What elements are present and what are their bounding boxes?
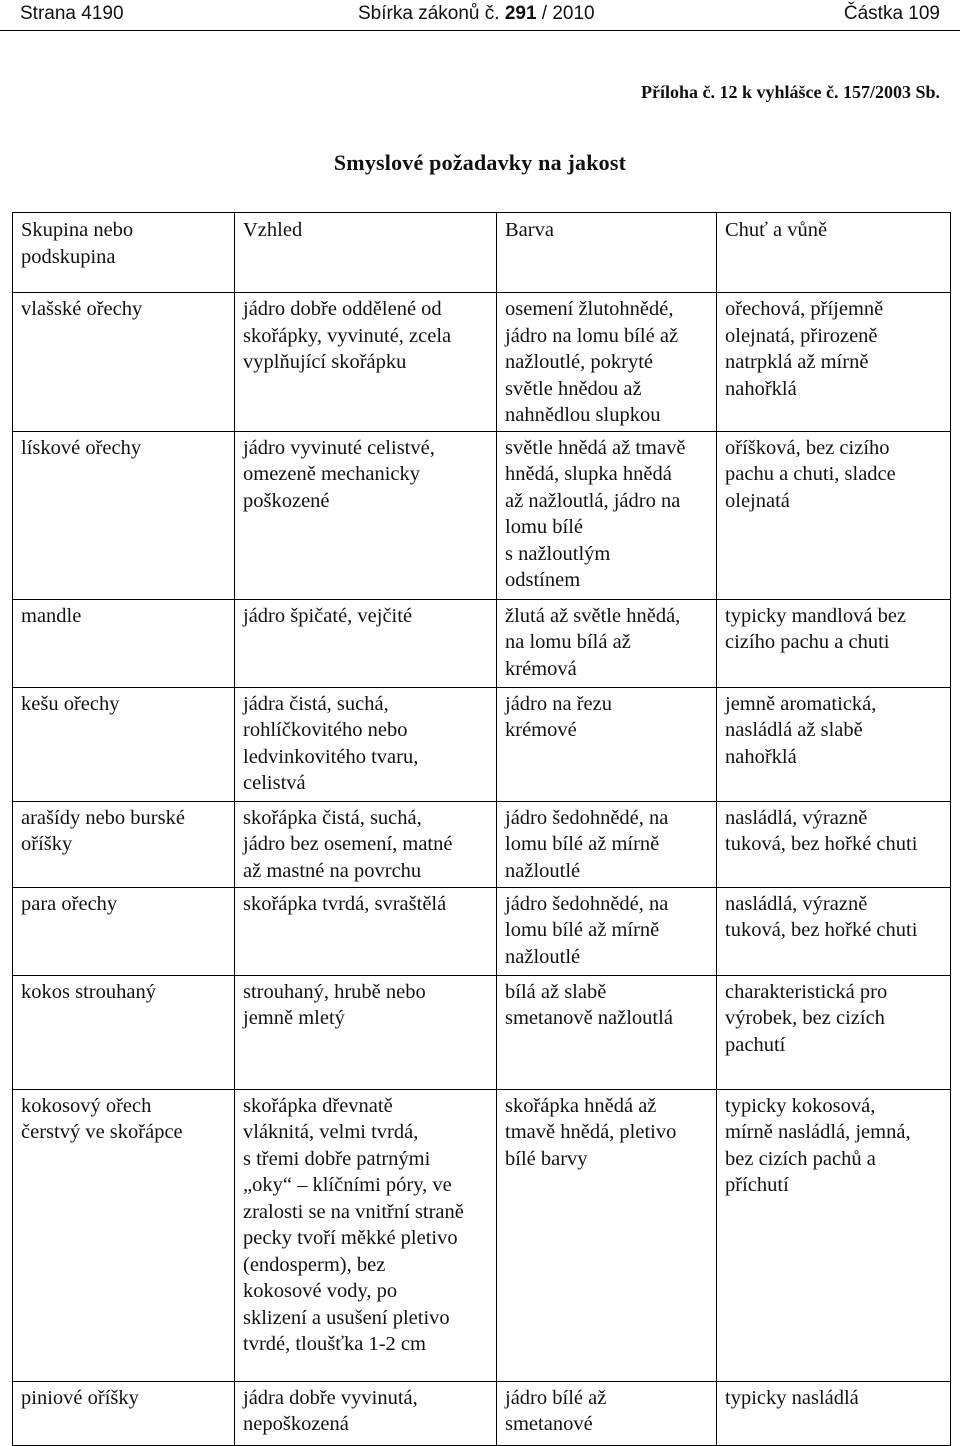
- table-cell-taste: ořechová, příjemně olejnatá, přirozeně natrpklá až mírně nahořklá: [717, 293, 951, 432]
- table-cell-appearance: jádro špičaté, vejčité: [235, 599, 497, 687]
- table-cell-color: jádro šedohnědé, na lomu bílé až mírně nažloutlé: [497, 801, 717, 887]
- table-cell-group: vlašské ořechy: [13, 293, 235, 432]
- table-cell-appearance: jádra čistá, suchá, rohlíčkovitého nebo ledvinkovitého tvaru, celistvá: [235, 687, 497, 801]
- table-cell-taste: jemně aromatická, nasládlá až slabě nahořklá: [717, 687, 951, 801]
- table-cell-color: jádro šedohnědé, na lomu bílé až mírně nažloutlé: [497, 887, 717, 975]
- table-cell-taste: charakteristická pro výrobek, bez cizích pachutí: [717, 975, 951, 1089]
- table-row: [13, 599, 951, 687]
- collection-number: 291: [504, 3, 537, 24]
- table-cell-taste: typicky mandlová bez cizího pachu a chuti: [717, 599, 951, 687]
- table-cell-group: lískové ořechy: [13, 431, 235, 599]
- column-header-color: Barva: [497, 213, 717, 293]
- table-cell-taste: typicky nasládlá: [717, 1381, 951, 1445]
- table-cell-color: osemení žlutohnědé, jádro na lomu bílé až nažloutlé, pokryté světle hnědou až nahnědlou slupkou: [497, 293, 717, 432]
- table-cell-group: piniové oříšky: [13, 1381, 235, 1445]
- table-cell-appearance: skořápka dřevnatě vláknitá, velmi tvrdá, s třemi dobře patrnými „oky“ – klíčními póry, ve zralosti se na vnitřní straně pecky tvoří měkké pletivo (endosperm), bez kokosové vody, po sklizení a usušení pletivo tvrdé, tloušťka 1-2 cm: [235, 1089, 497, 1381]
- column-header-taste: Chuť a vůně: [717, 213, 951, 293]
- table-cell-color: bílá až slabě smetanově nažloutlá: [497, 975, 717, 1089]
- table-cell-color: jádro na řezu krémové: [497, 687, 717, 801]
- part-number: Částka 109: [843, 3, 940, 24]
- collection-year: / 2010: [541, 3, 595, 24]
- table-cell-appearance: jádra dobře vyvinutá, nepoškozená: [235, 1381, 497, 1445]
- quality-requirements-table: [12, 212, 951, 1446]
- table-cell-color: skořápka hnědá až tmavě hnědá, pletivo bílé barvy: [497, 1089, 717, 1381]
- table-cell-color: jádro bílé až smetanové: [497, 1381, 717, 1445]
- table-header-row: [13, 213, 951, 293]
- table-row: [13, 887, 951, 975]
- collection-prefix: Sbírka zákonů č.: [358, 3, 500, 24]
- table-cell-group: kokos strouhaný: [13, 975, 235, 1089]
- table-cell-taste: typicky kokosová, mírně nasládlá, jemná, bez cizích pachů a příchutí: [717, 1089, 951, 1381]
- table-cell-appearance: skořápka tvrdá, svraštělá: [235, 887, 497, 975]
- table-cell-taste: nasládlá, výrazně tuková, bez hořké chuti: [717, 801, 951, 887]
- column-header-appearance: Vzhled: [235, 213, 497, 293]
- page-number: Strana 4190: [20, 3, 124, 24]
- collection-reference: [358, 3, 595, 25]
- column-header-group: Skupina nebo podskupina: [13, 213, 235, 293]
- table-cell-appearance: jádro vyvinuté celistvé, omezeně mechanicky poškozené: [235, 431, 497, 599]
- table-row: [13, 1381, 951, 1445]
- table-cell-taste: nasládlá, výrazně tuková, bez hořké chuti: [717, 887, 951, 975]
- table-cell-taste: oříšková, bez cizího pachu a chuti, sladce olejnatá: [717, 431, 951, 599]
- table-row: [13, 975, 951, 1089]
- table-row: [13, 293, 951, 432]
- table-cell-group: kokosový ořech čerstvý ve skořápce: [13, 1089, 235, 1381]
- table-row: [13, 431, 951, 599]
- table-cell-group: arašídy nebo burské oříšky: [13, 801, 235, 887]
- table-cell-appearance: skořápka čistá, suchá, jádro bez osemení, matné až mastné na povrchu: [235, 801, 497, 887]
- table-row: [13, 687, 951, 801]
- annex-reference: Příloha č. 12 k vyhlášce č. 157/2003 Sb.: [640, 82, 940, 102]
- page-title: Smyslové požadavky na jakost: [333, 150, 627, 175]
- table-row: [13, 801, 951, 887]
- table-cell-group: mandle: [13, 599, 235, 687]
- table-cell-group: para ořechy: [13, 887, 235, 975]
- table-cell-group: kešu ořechy: [13, 687, 235, 801]
- table-body: [13, 293, 951, 1446]
- table-cell-appearance: jádro dobře oddělené od skořápky, vyvinuté, zcela vyplňující skořápku: [235, 293, 497, 432]
- table-cell-color: žlutá až světle hnědá, na lomu bílá až krémová: [497, 599, 717, 687]
- page-header: [0, 0, 960, 31]
- table-cell-appearance: strouhaný, hrubě nebo jemně mletý: [235, 975, 497, 1089]
- table-cell-color: světle hnědá až tmavě hnědá, slupka hnědá až nažloutlá, jádro na lomu bílé s nažloutlým odstínem: [497, 431, 717, 599]
- table-row: [13, 1089, 951, 1381]
